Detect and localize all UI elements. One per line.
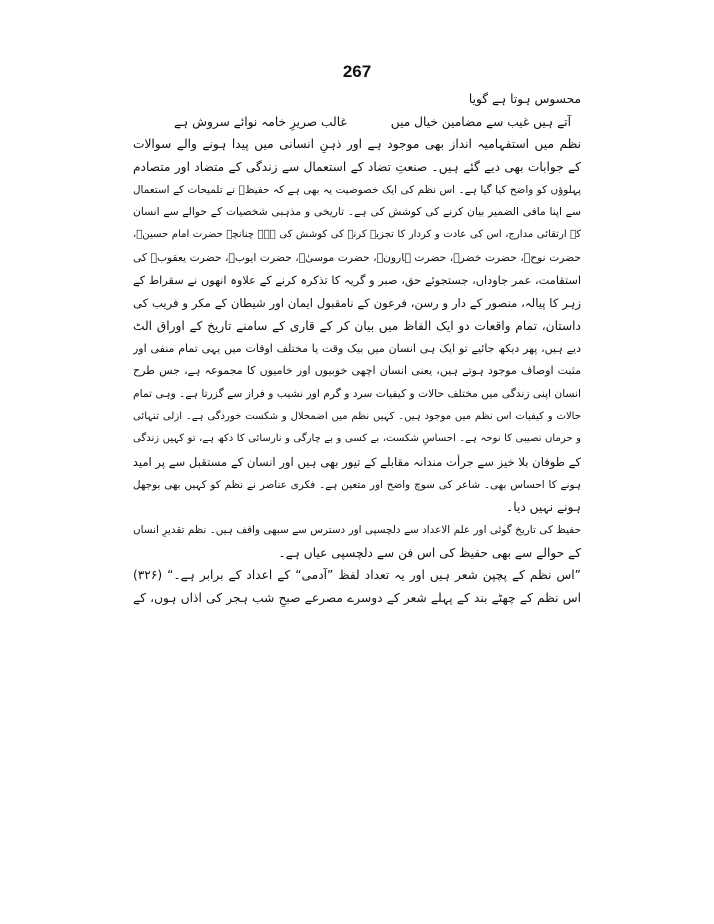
page-number: 267 [342,62,372,81]
paragraph-line: اس نظم کے چھٹے بند کے پہلے شعر کے دوسرے مصرعے صبحِ شب ہجر کی اذاں ہوں، کے [133,591,581,606]
paragraph-line: کے جوابات بھی دیے گئے ہیں۔ صنعتِ تضاد کے استعمال سے زندگی کے متضاد اور متصادم [133,160,581,175]
paragraph-line: کے ارتقائی مدارج، اس کی عادت و کردار کا تجزیہ کرنے کی کوشش کی ہے۔ چنانچہ حضرت امام حسینؑ، [133,229,581,241]
paragraph-2 [133,519,581,564]
paragraph-line: حضرت نوحؑ، حضرت خضرؑ، حضرت ہارونؑ، حضرت موسیٰؑ، حضرت ایوبؑ، حضرت یعقوبؑ کی [133,250,581,264]
verse-left-hemistich: غالب صریرِ خامہ نوائے سروش ہے [173,114,347,129]
paragraph-line: استقامت، عمر جاوداں، جستجوئے حق، صبر و گریہ کا تذکرہ کرنے کے علاوہ انھوں نے سقراط کے [133,273,581,287]
paragraph-line: زہر کا پیالہ، منصور کے دار و رسن، فرعون کے نامقبول ایمان اور شیطان کے مکر و فریب کی [133,296,581,311]
paragraph-line: نظم میں استفہامیہ انداز بھی موجود ہے اور ذہنِ انسانی میں پیدا ہونے والے سوالات [133,137,581,152]
paragraph-line: کے حوالے سے بھی حفیظ کی اس فن سے دلچسپی عیاں ہے۔ [278,545,581,560]
verse-right-hemistich: آتے ہیں غیب سے مضامین خیال میں [390,114,571,129]
paragraph-3 [133,564,581,609]
paragraph-1 [133,133,581,519]
quotation-line: ”اس نظم کے پچپن شعر ہیں اور یہ تعداد لفظ ”آدمی“ کے اعداد کے برابر ہے۔“ (۳۲۶) [133,568,581,583]
verse-couplet [133,111,581,134]
paragraph-line: ہونے کا احساس بھی۔ شاعر کی سوچ واضح اور متعین ہے۔ فکری عناصر نے نظم کو کہیں بھی بوجھل [133,478,581,491]
paragraph-line: و حرماں نصیبی کا نوحہ ہے۔ احساسِ شکست، بے کسی و بے چارگی و نارسائی کا دکھ ہے، تو کہیں زندگی [133,433,581,445]
paragraph-line: حالات و کیفیات اس نظم میں موجود ہیں۔ کہیں نظم میں اضمحلال و شکست خوردگی ہے۔ ازلی تنہائی [133,410,581,422]
paragraph-line: پہلوؤں کو واضح کیا گیا ہے۔ اس نظم کی ایک خصوصیت یہ بھی ہے کہ حفیظؔ نے تلمیحات کے استعمال [133,183,581,196]
page-body [133,88,581,610]
paragraph-line: داستان، تمام واقعات دو ایک الفاظ میں بیان کر کے قاری کے سامنے تاریخ کے اوراق الٹ [133,318,581,333]
paragraph-line: سے اپنا مافی الضمیر بیان کرنے کی کوشش کی ہے۔ تاریخی و مذہبی شخصیات کے حوالے سے انسان [133,205,581,219]
paragraph-line: کے طوفان بلا خیز سے جرأت مندانہ مقابلے کے تیور بھی ہیں اور انسان کے مستقبل سے پر امید [133,455,581,469]
paragraph-line: ہونے نہیں دیا۔ [506,500,581,515]
intro-line: محسوس ہوتا ہے گویا [468,92,581,106]
paragraph-line: انسان اپنی زندگی میں مختلف حالات و کیفیات سرد و گرم اور نشیب و فراز سے گزرتا ہے۔ وہی تمام [133,386,581,400]
paragraph-line: مثبت اوصاف موجود ہوتے ہیں، یعنی انسان اچھی خوبیوں اور خامیوں کا مجموعہ ہے، جس طرح [133,364,581,378]
paragraph-line: دیے ہیں، پھر دیکھ جائیے تو ایک ہی انسان میں بیک وقت یا مختلف اوقات میں یہی تمام منفی اور [133,341,581,355]
paragraph-line: حفیظ کی تاریخ گوئی اور علم الاعداد سے دلچسپی اور دسترس سے سبھی واقف ہیں۔ نظم تقدیرِ انساں [133,524,581,537]
